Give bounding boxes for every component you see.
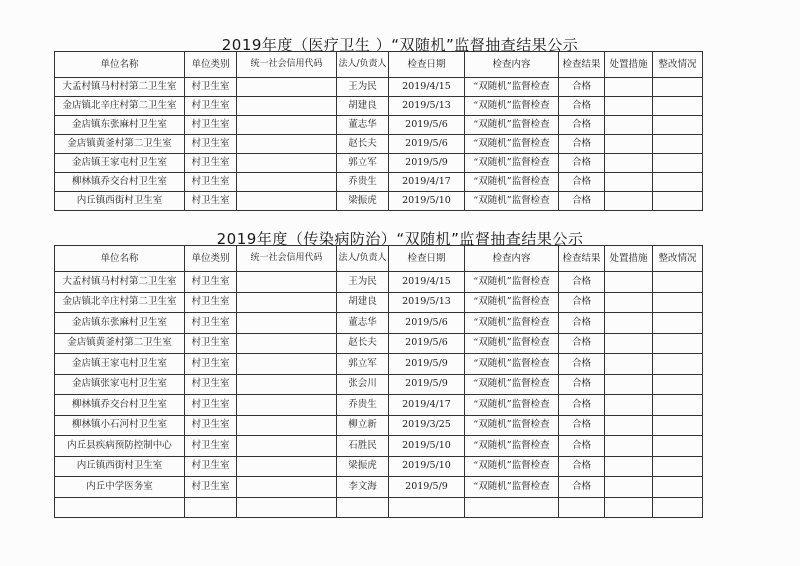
cell-check-content: “双随机”监督检查 [465,436,559,457]
cell-credit-code [237,154,337,173]
cell-check-content: “双随机”监督检查 [465,374,559,395]
cell-check-date: 2019/5/10 [389,192,465,211]
cell-legal-person: 董志华 [337,313,389,334]
cell-unit-name: 内丘中学医务室 [55,477,185,498]
cell-disposal [605,497,653,518]
cell-check-result: 合格 [559,192,605,211]
cell-rectification [653,313,703,334]
cell-credit-code [237,497,337,518]
cell-legal-person [337,497,389,518]
cell-check-date: 2019/5/6 [389,116,465,135]
cell-rectification [653,436,703,457]
cell-check-date: 2019/5/13 [389,292,465,313]
cell-unit-name: 金店镇黄釜村第二卫生室 [55,135,185,154]
header-unit-type: 单位类别 [185,52,237,78]
cell-unit-name: 金店镇北辛庄村第二卫生室 [55,97,185,116]
cell-unit-name: 金店镇王家屯村卫生室 [55,354,185,375]
cell-legal-person: 柳立新 [337,415,389,436]
cell-check-content: “双随机”监督检查 [465,116,559,135]
cell-check-date: 2019/4/17 [389,395,465,416]
cell-unit-type: 村卫生室 [185,477,237,498]
cell-check-date: 2019/4/17 [389,173,465,192]
cell-disposal [605,192,653,211]
cell-unit-type: 村卫生室 [185,272,237,293]
cell-unit-type: 村卫生室 [185,313,237,334]
cell-legal-person: 乔贵生 [337,173,389,192]
cell-disposal [605,116,653,135]
cell-disposal [605,374,653,395]
header-unit-name: 单位名称 [55,246,185,272]
header-disposal: 处置措施 [605,246,653,272]
table-row [55,116,703,135]
cell-unit-name: 柳林镇乔交台村卫生室 [55,173,185,192]
header-credit-code: 统一社会信用代码 [237,52,337,78]
cell-rectification [653,333,703,354]
cell-legal-person: 张会川 [337,374,389,395]
header-check-date: 检查日期 [389,246,465,272]
cell-rectification [653,292,703,313]
cell-check-result: 合格 [559,97,605,116]
cell-check-content: “双随机”监督检查 [465,173,559,192]
cell-rectification [653,116,703,135]
table-row [55,354,703,375]
cell-check-date: 2019/5/6 [389,333,465,354]
cell-unit-name: 金店镇东张麻村卫生室 [55,313,185,334]
cell-credit-code [237,78,337,97]
cell-disposal [605,154,653,173]
cell-disposal [605,333,653,354]
cell-check-result: 合格 [559,436,605,457]
cell-credit-code [237,415,337,436]
cell-check-date: 2019/5/9 [389,374,465,395]
cell-legal-person: 郭立军 [337,354,389,375]
cell-check-result: 合格 [559,78,605,97]
table-row [55,78,703,97]
cell-credit-code [237,395,337,416]
cell-check-content [465,497,559,518]
header-unit-name: 单位名称 [55,52,185,78]
cell-credit-code [237,313,337,334]
cell-credit-code [237,477,337,498]
cell-check-date: 2019/5/13 [389,97,465,116]
cell-check-date: 2019/5/9 [389,154,465,173]
cell-unit-type: 村卫生室 [185,456,237,477]
cell-unit-type: 村卫生室 [185,154,237,173]
cell-unit-type: 村卫生室 [185,116,237,135]
cell-check-date: 2019/5/9 [389,354,465,375]
cell-credit-code [237,135,337,154]
cell-rectification [653,173,703,192]
table-title-medical: 2019年度（医疗卫生 ）“双随机”监督抽查结果公示 [221,36,579,54]
cell-unit-type: 村卫生室 [185,192,237,211]
cell-check-content: “双随机”监督检查 [465,415,559,436]
cell-legal-person: 王为民 [337,78,389,97]
cell-legal-person: 赵长夫 [337,135,389,154]
cell-rectification [653,272,703,293]
cell-rectification [653,415,703,436]
cell-disposal [605,313,653,334]
cell-credit-code [237,374,337,395]
cell-unit-name: 内丘县疾病预防控制中心 [55,436,185,457]
cell-check-content: “双随机”监督检查 [465,333,559,354]
cell-credit-code [237,173,337,192]
cell-check-date: 2019/5/6 [389,135,465,154]
cell-unit-type: 村卫生室 [185,374,237,395]
table-row [55,97,703,116]
cell-check-result: 合格 [559,116,605,135]
cell-unit-name: 金店镇张家屯村卫生室 [55,374,185,395]
table-row [55,456,703,477]
cell-unit-type: 村卫生室 [185,333,237,354]
cell-check-content: “双随机”监督检查 [465,354,559,375]
cell-rectification [653,192,703,211]
cell-check-result: 合格 [559,272,605,293]
cell-legal-person: 石胜民 [337,436,389,457]
cell-legal-person: 董志华 [337,116,389,135]
cell-legal-person: 胡建良 [337,97,389,116]
cell-check-content: “双随机”监督检查 [465,292,559,313]
cell-check-result: 合格 [559,374,605,395]
cell-check-date: 2019/4/15 [389,272,465,293]
cell-unit-name [55,497,185,518]
table-header-row [55,52,703,78]
cell-unit-type: 村卫生室 [185,78,237,97]
cell-disposal [605,395,653,416]
cell-check-result: 合格 [559,135,605,154]
cell-check-date: 2019/5/6 [389,313,465,334]
table-row [55,333,703,354]
cell-credit-code [237,436,337,457]
cell-unit-name: 柳林镇小石河村卫生室 [55,415,185,436]
cell-unit-name: 金店镇北辛庄村第二卫生室 [55,292,185,313]
cell-check-result: 合格 [559,354,605,375]
cell-disposal [605,436,653,457]
cell-check-result: 合格 [559,395,605,416]
cell-check-content: “双随机”监督检查 [465,154,559,173]
header-legal-person: 法人/负责人 [337,52,389,78]
results-table-infectious [54,245,703,518]
cell-check-content: “双随机”监督检查 [465,135,559,154]
header-disposal: 处置措施 [605,52,653,78]
cell-credit-code [237,272,337,293]
cell-check-result: 合格 [559,333,605,354]
header-check-result: 检查结果 [559,246,605,272]
cell-unit-name: 大孟村镇马村村第二卫生室 [55,78,185,97]
cell-unit-name: 金店镇黄釜村第二卫生室 [55,333,185,354]
cell-legal-person: 王为民 [337,272,389,293]
cell-disposal [605,292,653,313]
cell-unit-type [185,497,237,518]
table-row [55,192,703,211]
cell-check-date: 2019/3/25 [389,415,465,436]
header-rectification: 整改情况 [653,246,703,272]
header-check-content: 检查内容 [465,246,559,272]
cell-legal-person: 梁振虎 [337,456,389,477]
results-table-medical [54,51,703,211]
cell-legal-person: 郭立军 [337,154,389,173]
cell-legal-person: 李文海 [337,477,389,498]
table-row [55,395,703,416]
table-row [55,436,703,457]
cell-rectification [653,374,703,395]
cell-legal-person: 胡建良 [337,292,389,313]
cell-check-content: “双随机”监督检查 [465,97,559,116]
cell-check-result: 合格 [559,415,605,436]
table-row [55,154,703,173]
header-check-result: 检查结果 [559,52,605,78]
cell-check-content: “双随机”监督检查 [465,313,559,334]
header-rectification: 整改情况 [653,52,703,78]
cell-unit-name: 大孟村镇马村村第二卫生室 [55,272,185,293]
cell-disposal [605,354,653,375]
cell-disposal [605,97,653,116]
cell-unit-type: 村卫生室 [185,173,237,192]
table-row [55,374,703,395]
cell-unit-type: 村卫生室 [185,415,237,436]
cell-disposal [605,173,653,192]
cell-unit-type: 村卫生室 [185,436,237,457]
cell-unit-name: 柳林镇乔交台村卫生室 [55,395,185,416]
cell-credit-code [237,456,337,477]
cell-disposal [605,78,653,97]
cell-unit-type: 村卫生室 [185,135,237,154]
cell-unit-type: 村卫生室 [185,395,237,416]
cell-disposal [605,477,653,498]
cell-check-content: “双随机”监督检查 [465,192,559,211]
cell-check-date: 2019/5/10 [389,436,465,457]
cell-legal-person: 梁振虎 [337,192,389,211]
cell-credit-code [237,97,337,116]
cell-check-content: “双随机”监督检查 [465,78,559,97]
header-legal-person: 法人/负责人 [337,246,389,272]
cell-disposal [605,272,653,293]
cell-check-date [389,497,465,518]
cell-check-content: “双随机”监督检查 [465,395,559,416]
cell-rectification [653,154,703,173]
cell-legal-person: 赵长夫 [337,333,389,354]
table-row [55,477,703,498]
table-row [55,173,703,192]
cell-check-result: 合格 [559,456,605,477]
cell-disposal [605,456,653,477]
cell-check-content: “双随机”监督检查 [465,456,559,477]
cell-check-content: “双随机”监督检查 [465,477,559,498]
cell-credit-code [237,116,337,135]
cell-credit-code [237,292,337,313]
cell-rectification [653,78,703,97]
table-row [55,135,703,154]
cell-credit-code [237,354,337,375]
cell-check-date: 2019/4/15 [389,78,465,97]
cell-unit-name: 内丘镇西街村卫生室 [55,456,185,477]
cell-check-result [559,497,605,518]
cell-check-date: 2019/5/9 [389,477,465,498]
cell-rectification [653,395,703,416]
cell-check-result: 合格 [559,477,605,498]
header-check-date: 检查日期 [389,52,465,78]
cell-disposal [605,415,653,436]
cell-check-result: 合格 [559,173,605,192]
cell-credit-code [237,333,337,354]
table-row [55,292,703,313]
cell-check-date: 2019/5/10 [389,456,465,477]
cell-rectification [653,354,703,375]
header-check-content: 检查内容 [465,52,559,78]
cell-check-content: “双随机”监督检查 [465,272,559,293]
header-credit-code: 统一社会信用代码 [237,246,337,272]
table-row [55,313,703,334]
cell-unit-name: 金店镇东张麻村卫生室 [55,116,185,135]
cell-rectification [653,497,703,518]
cell-disposal [605,135,653,154]
cell-check-result: 合格 [559,313,605,334]
cell-unit-name: 内丘镇西街村卫生室 [55,192,185,211]
header-unit-type: 单位类别 [185,246,237,272]
cell-check-result: 合格 [559,154,605,173]
cell-unit-name: 金店镇王家屯村卫生室 [55,154,185,173]
table-row [55,415,703,436]
table-title-infectious: 2019年度（传染病防治）“双随机”监督抽查结果公示 [216,230,584,248]
table-row [55,272,703,293]
cell-legal-person: 乔贵生 [337,395,389,416]
cell-check-result: 合格 [559,292,605,313]
cell-rectification [653,97,703,116]
table-row [55,497,703,518]
cell-rectification [653,456,703,477]
table-header-row [55,246,703,272]
cell-unit-type: 村卫生室 [185,292,237,313]
cell-credit-code [237,192,337,211]
cell-unit-type: 村卫生室 [185,354,237,375]
cell-rectification [653,135,703,154]
cell-rectification [653,477,703,498]
cell-unit-type: 村卫生室 [185,97,237,116]
